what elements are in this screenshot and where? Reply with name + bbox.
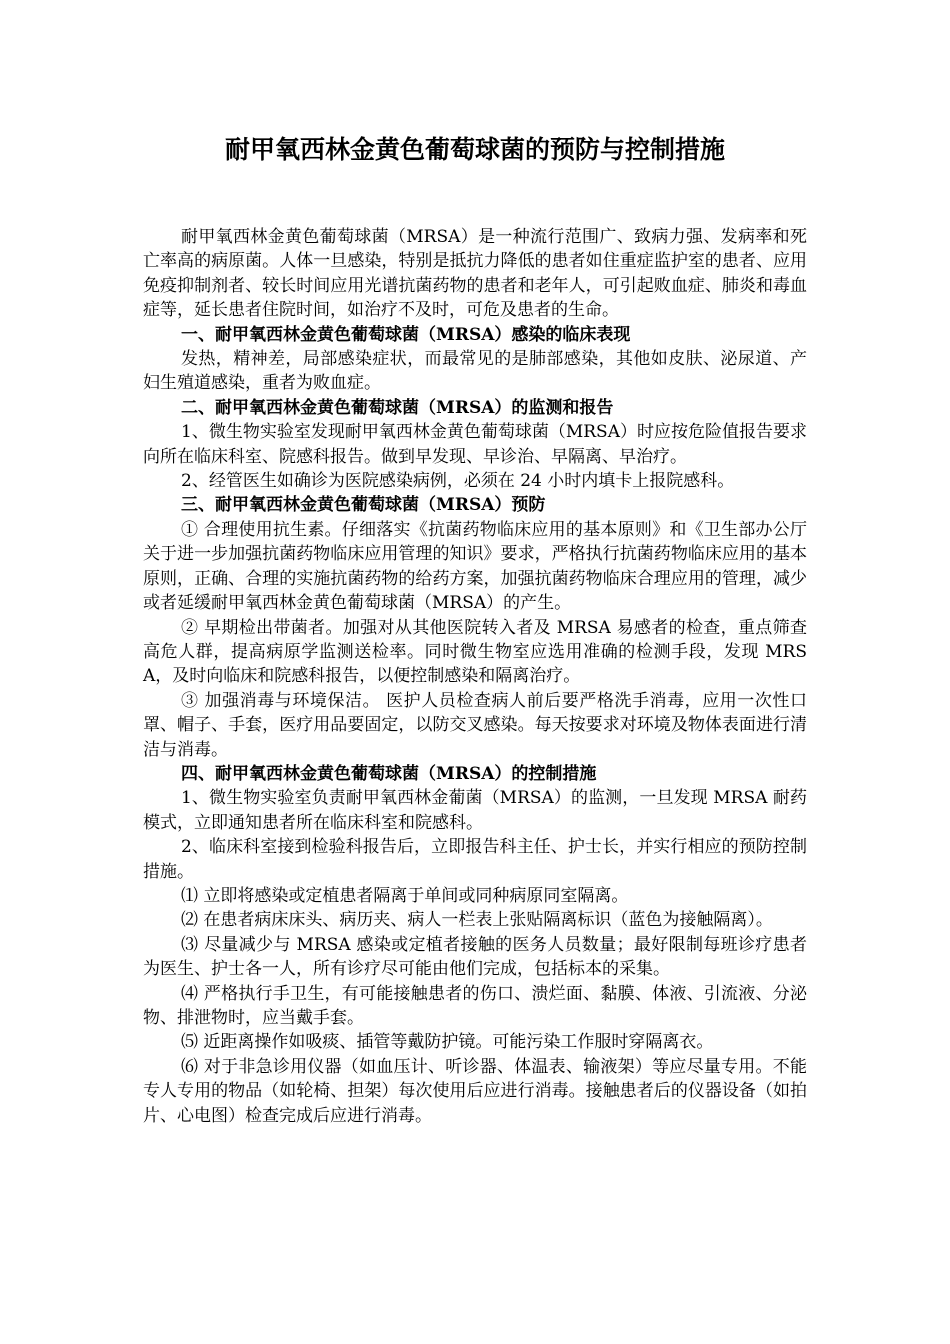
section-1-heading: 一、耐甲氧西林金黄色葡萄球菌（MRSA）感染的临床表现	[181, 324, 631, 345]
section-4-paragraph-5: ⑶ 尽量减少与 MRSA 感染或定植者接触的医务人员数量；最好限制每班诊疗患者为医生、护士各一人，所有诊疗尽可能由他们完成，包括标本的采集。	[143, 934, 807, 980]
section-4-paragraph-2: 2、临床科室接到检验科报告后，立即报告科主任、护士长，并实行相应的预防控制措施。	[143, 837, 807, 882]
section-4-paragraph-3: ⑴ 立即将感染或定植患者隔离于单间或同种病原同室隔离。	[181, 885, 629, 906]
document-body	[143, 225, 807, 1128]
section-4-paragraph-1: 1、微生物实验室负责耐甲氧西林金葡菌（MRSA）的监测，一旦发现 MRSA 耐药模式，立即通知患者所在临床科室和院感科。	[143, 788, 807, 833]
section-4-paragraph-4: ⑵ 在患者病床床头、病历夹、病人一栏表上张贴隔离标识（蓝色为接触隔离）。	[181, 910, 773, 931]
intro-paragraph: 耐甲氧西林金黄色葡萄球菌（MRSA）是一种流行范围广、致病力强、发病率和死亡率高的病原菌。人体一旦感染，特别是抵抗力降低的患者如住重症监护室的患者、应用免疫抑制剂者、较长时间应用光谱抗菌药物的患者和老年人，可引起败血症、肺炎和毒血症等，延长患者住院时间，如治疗不及时，可危及患者的生命。	[143, 227, 807, 321]
section-4-paragraph-8: ⑹ 对于非急诊用仪器（如血压计、听诊器、体温表、输液架）等应尽量专用。不能专人专用的物品（如轮椅、担架）每次使用后应进行消毒。接触患者后的仪器设备（如拍片、心电图）检查完成后应进行消毒。	[143, 1056, 807, 1126]
section-1-paragraph-1: 发热，精神差，局部感染症状，而最常见的是肺部感染，其他如皮肤、泌尿道、产妇生殖道感染，重者为败血症。	[143, 349, 807, 394]
section-2-paragraph-2: 2、经管医生如确诊为医院感染病例，必须在 24 小时内填卡上报院感科。	[181, 471, 735, 492]
section-4-paragraph-7: ⑸ 近距离操作如吸痰、插管等戴防护镜。可能污染工作服时穿隔离衣。	[181, 1032, 714, 1053]
section-3-heading: 三、耐甲氧西林金黄色葡萄球菌（MRSA）预防	[181, 495, 546, 516]
section-4-paragraph-6: ⑷ 严格执行手卫生，有可能接触患者的伤口、溃烂面、黏膜、体液、引流液、分泌物、排泄物时，应当戴手套。	[143, 983, 807, 1028]
document-title: 耐甲氧西林金黄色葡萄球菌的预防与控制措施	[224, 135, 725, 164]
section-4-heading: 四、耐甲氧西林金黄色葡萄球菌（MRSA）的控制措施	[181, 763, 597, 784]
section-3-paragraph-1: ① 合理使用抗生素。仔细落实《抗菌药物临床应用的基本原则》和《卫生部办公厅关于进一步加强抗菌药物临床应用管理的知识》要求，严格执行抗菌药物临床应用的基本原则，正确、合理的实施抗菌药物的给药方案，加强抗菌药物临床合理应用的管理，减少或者延缓耐甲氧西林金黄色葡萄球菌（MRSA）的产生。	[143, 519, 807, 614]
section-2-paragraph-1: 1、微生物实验室发现耐甲氧西林金黄色葡萄球菌（MRSA）时应按危险值报告要求向所在临床科室、院感科报告。做到早发现、早诊治、早隔离、早治疗。	[143, 422, 807, 467]
section-3-paragraph-2: ② 早期检出带菌者。加强对从其他医院转入者及 MRSA 易感者的检查，重点筛查高危人群，提高病原学监测送检率。同时微生物室应选用准确的检测手段，发现 MRSA，及时向临床和院感科报告，以便控制感染和隔离治疗。	[143, 617, 807, 687]
section-2-heading: 二、耐甲氧西林金黄色葡萄球菌（MRSA）的监测和报告	[181, 397, 614, 418]
section-3-paragraph-3: ③ 加强消毒与环境保洁。 医护人员检查病人前后要严格洗手消毒，应用一次性口罩、帽子、手套，医疗用品要固定，以防交叉感染。每天按要求对环境及物体表面进行清洁与消毒。	[143, 690, 807, 760]
